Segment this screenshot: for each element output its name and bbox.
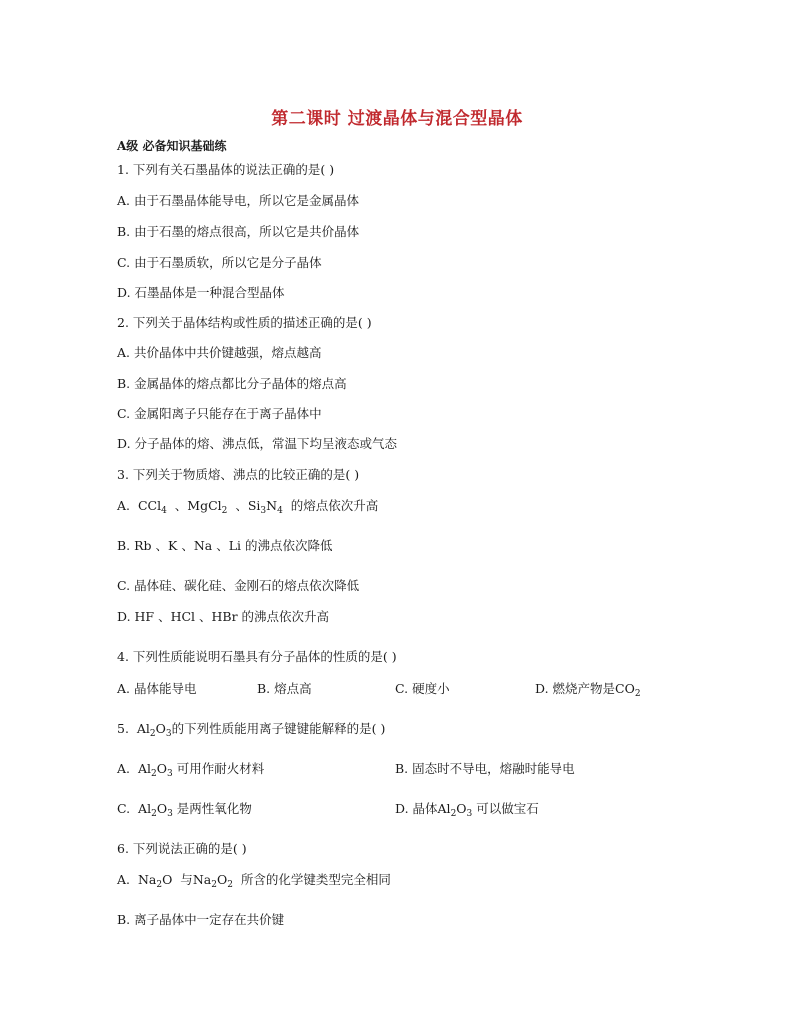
question-3-option-a: A. CCl$_4$ 、MgCl$_2$ 、$Si_3N_4$ 的熔点依次升高 <box>117 498 379 516</box>
question-4-option-d: D. 燃烧产物是$CO_2$ <box>535 681 641 699</box>
formula-si3n4: $Si_3N_4$ <box>247 498 283 516</box>
question-1-option-a: A. 由于石墨晶体能导电，所以它是金属晶体 <box>117 193 359 208</box>
question-3-option-c: C. 晶体硅、碳化硅、金刚石的熔点依次降低 <box>117 578 360 593</box>
question-3-option-d: D. HF 、HCl 、HBr 的沸点依次升高 <box>117 609 330 624</box>
formula-al2o3: $Al_2O_3$ <box>138 801 173 819</box>
question-2-option-d: D. 分子晶体的熔、沸点低，常温下均呈液态或气态 <box>117 436 398 451</box>
question-1-option-d: D. 石墨晶体是一种混合型晶体 <box>117 285 285 300</box>
question-2-option-a: A. 共价晶体中共价键越强，熔点越高 <box>117 345 322 360</box>
question-5-stem: 5. $Al_2O_3$的下列性质能用离子键键能解释的是( ) <box>117 721 386 739</box>
question-5-option-a: A. $Al_2O_3$ 可用作耐火材料 <box>117 761 265 779</box>
formula-al2o3: $Al_2O_3$ <box>137 761 173 779</box>
question-1-option-b: B. 由于石墨的熔点很高，所以它是共价晶体 <box>117 224 360 239</box>
question-2-option-c: C. 金属阳离子只能存在于离子晶体中 <box>117 406 322 421</box>
question-4-option-b: B. 熔点高 <box>257 681 312 696</box>
question-1-stem: 1. 下列有关石墨晶体的说法正确的是( ) <box>117 162 335 177</box>
option-label: A. <box>117 498 131 513</box>
formula-na2o: $Na_2O$ <box>137 872 173 890</box>
question-4-stem: 4. 下列性质能说明石墨具有分子晶体的性质的是( ) <box>117 649 397 664</box>
question-6-option-b: B. 离子晶体中一定存在共价键 <box>117 912 285 927</box>
option-text: 的熔点依次升高 <box>290 498 379 513</box>
question-6-option-a: A. $Na_2O$ 与$Na_2O_2$ 所含的化学键类型完全相同 <box>117 872 391 890</box>
page-title: 第二课时 过渡晶体与混合型晶体 <box>271 109 523 129</box>
question-5-option-d: D. 晶体$Al_2O_3$ 可以做宝石 <box>395 801 539 819</box>
question-2-stem: 2. 下列关于晶体结构或性质的描述正确的是( ) <box>117 315 372 330</box>
question-2-option-b: B. 金属晶体的熔点都比分子晶体的熔点高 <box>117 376 347 391</box>
question-3-option-b: B. Rb 、K 、Na 、Li 的沸点依次降低 <box>117 538 333 553</box>
question-4-option-a: A. 晶体能导电 <box>117 681 197 696</box>
question-4-option-c: C. 硬度小 <box>395 681 450 696</box>
question-5-option-b: B. 固态时不导电，熔融时能导电 <box>395 761 575 776</box>
question-5-option-c: C. $Al_2O_3$ 是两性氧化物 <box>117 801 252 819</box>
formula-al2o3: $Al_2O_3$ <box>136 721 172 739</box>
section-heading: A级 必备知识基础练 <box>117 139 227 153</box>
formula-ccl4: CCl$_4$ <box>137 498 167 516</box>
formula-al2o3: $Al_2O_3$ <box>437 801 473 819</box>
question-1-option-c: C. 由于石墨质软，所以它是分子晶体 <box>117 255 322 270</box>
formula-mgcl2: MgCl$_2$ <box>187 498 228 516</box>
question-6-stem: 6. 下列说法正确的是( ) <box>117 841 247 856</box>
question-3-stem: 3. 下列关于物质熔、沸点的比较正确的是( ) <box>117 467 360 482</box>
formula-na2o2: $Na_2O_2$ <box>192 872 233 890</box>
